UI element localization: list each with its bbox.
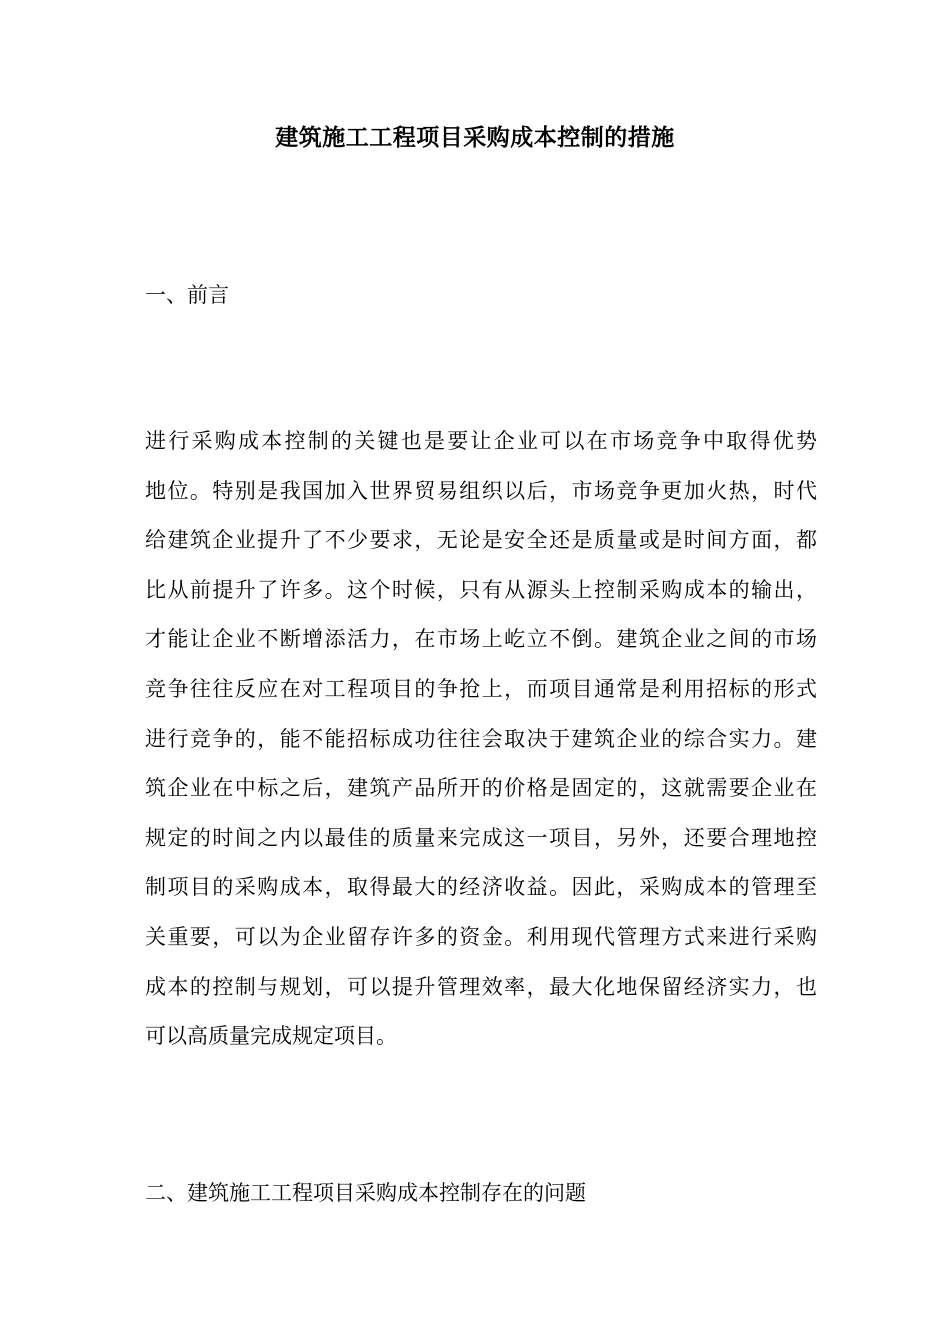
paragraph-line: 关重要，可以为企业留存许多的资金。利用现代管理方式来进行采购 xyxy=(145,924,817,949)
paragraph-line: 制项目的采购成本，取得最大的经济收益。因此，采购成本的管理至 xyxy=(145,875,817,900)
paragraph-line: 地位。特别是我国加入世界贸易组织以后，市场竞争更加火热，时代 xyxy=(145,478,817,503)
paragraph-line: 给建筑企业提升了不少要求，无论是安全还是质量或是时间方面，都 xyxy=(145,528,817,553)
paragraph-line: 筑企业在中标之后，建筑产品所开的价格是固定的，这就需要企业在 xyxy=(145,776,817,801)
paragraph-line: 竞争往往反应在对工程项目的争抢上，而项目通常是利用招标的形式 xyxy=(145,676,817,701)
paragraph-line: 规定的时间之内以最佳的质量来完成这一项目，另外，还要合理地控 xyxy=(145,825,817,850)
preface-paragraph xyxy=(145,426,817,1071)
paragraph-line: 进行竞争的，能不能招标成功往往会取决于建筑企业的综合实力。建 xyxy=(145,726,817,751)
document-title: 建筑施工工程项目采购成本控制的措施 xyxy=(275,124,675,151)
section-heading-problems: 二、建筑施工工程项目采购成本控制存在的问题 xyxy=(145,1181,586,1205)
section-heading-preface: 一、前言 xyxy=(145,283,229,307)
paragraph-line: 比从前提升了许多。这个时候，只有从源头上控制采购成本的输出， xyxy=(145,577,817,602)
paragraph-line: 可以高质量完成规定项目。 xyxy=(145,1024,397,1049)
paragraph-line: 进行采购成本控制的关键也是要让企业可以在市场竞争中取得优势 xyxy=(145,429,817,453)
paragraph-line: 成本的控制与规划，可以提升管理效率，最大化地保留经济实力，也 xyxy=(145,974,817,999)
paragraph-line: 才能让企业不断增添活力，在市场上屹立不倒。建筑企业之间的市场 xyxy=(145,627,817,652)
